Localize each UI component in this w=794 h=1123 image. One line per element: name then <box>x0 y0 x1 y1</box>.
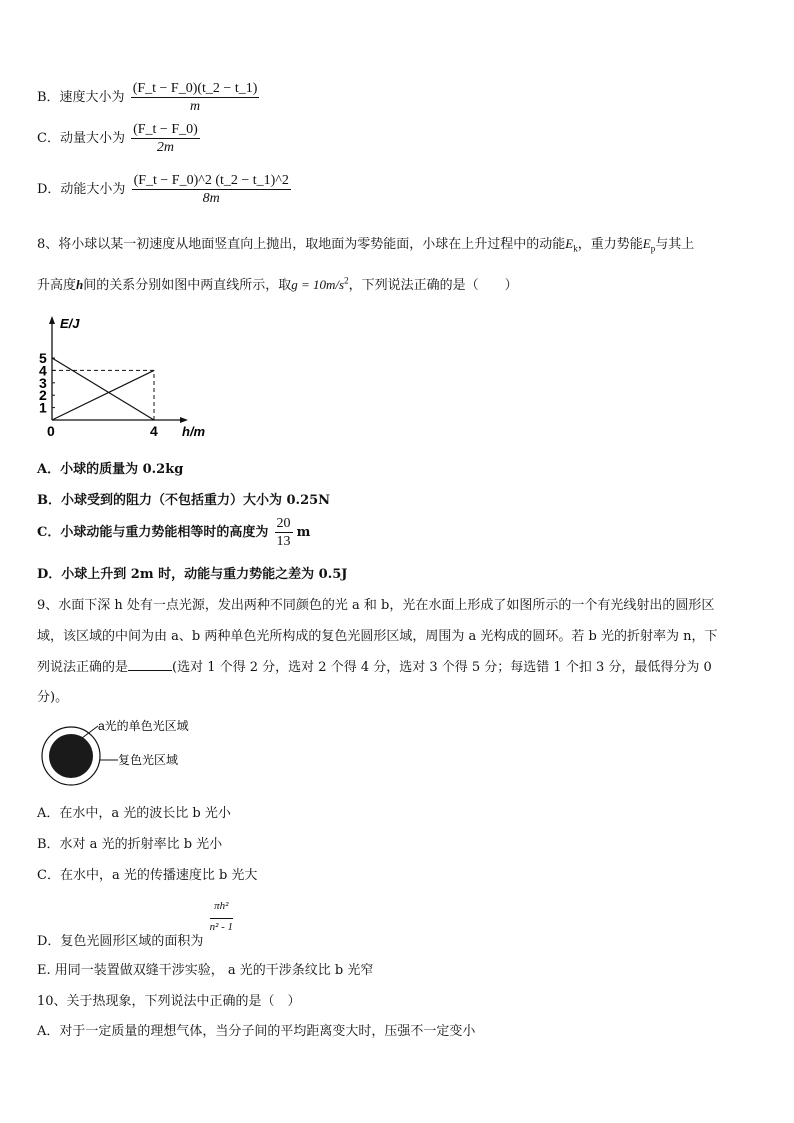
q8-option-c-label: C．小球动能与重力势能相等时的高度为 <box>37 525 269 540</box>
q8-option-c-denominator: 13 <box>276 534 291 549</box>
y-tick-label: 1 <box>39 399 47 416</box>
series-line-1 <box>52 358 154 420</box>
q8-option-c-numerator: 20 <box>276 516 291 531</box>
q8-option-a: A．小球的质量为 0.2kg <box>37 462 184 477</box>
q10-option-a: A．对于一定质量的理想气体，当分子间的平均距离变大时，压强不一定变小 <box>37 1024 476 1039</box>
q8-stem-line1 <box>37 233 694 254</box>
x-tick-label: 0 <box>47 423 55 439</box>
x-axis-arrow <box>180 417 188 423</box>
q10-stem: 10、关于热现象，下列说法中正确的是（ ） <box>37 994 301 1009</box>
y-tick-label: 4 <box>39 362 47 379</box>
q7-option-d <box>37 172 291 207</box>
q9-answer-blank[interactable] <box>128 670 172 671</box>
q8-g-expression: g = 10m/s <box>291 277 345 292</box>
q9-stem-line2: 域，该区域的中间为由 a、b 两种单色光所构成的复色光圆形区域，周围为 a 光构成的圆环。若 b 光的折射率为 n，下 <box>37 629 718 644</box>
q8-stem-line2 <box>37 274 518 293</box>
ring-label: a光的单色光区域 <box>98 719 189 733</box>
q8-option-d: D．小球上升到 2m 时，动能与重力势能之差为 0.5J <box>37 567 348 582</box>
q8-ek-subscript: k <box>573 243 578 254</box>
y-axis-label: E/J <box>60 316 80 331</box>
compound-light-disk <box>49 734 93 778</box>
q8-option-c-fraction <box>275 515 293 550</box>
q8-option-c <box>37 515 310 550</box>
q9-stem-line3-a: 列说法正确的是 <box>37 660 129 675</box>
q9-option-d-label: D．复色光圆形区域的面积为 <box>37 934 204 949</box>
q8-ek-symbol: E <box>565 236 574 251</box>
q8-ep-symbol: E <box>642 236 651 251</box>
q7-option-c-numerator: (F_t − F_0) <box>133 122 198 137</box>
x-axis-label: h/m <box>182 424 206 439</box>
q8-option-b: B．小球受到的阻力（不包括重力）大小为 0.25N <box>37 493 331 508</box>
center-label: 复色光区域 <box>118 753 179 767</box>
q7-option-d-label: D．动能大小为 <box>37 182 126 197</box>
q8-stem-text-c: 与其上 <box>655 237 695 252</box>
chart-plot-area <box>39 316 206 439</box>
q7-option-b <box>37 80 259 115</box>
q7-option-d-denominator: 8m <box>202 191 220 206</box>
q8-option-c-unit: m <box>296 525 311 540</box>
q9-stem-line3-b: (选对 1 个得 2 分，选对 2 个得 4 分，选对 3 个得 5 分；每选错 1 个扣 3 分，最低得分为 0 <box>172 660 712 675</box>
q7-option-b-numerator: (F_t − F_0)(t_2 − t_1) <box>132 81 258 96</box>
q7-option-c-fraction <box>131 121 200 156</box>
q8-g-superscript: 2 <box>344 275 349 286</box>
q8-stem-text-b: ，重力势能 <box>577 237 643 252</box>
q9-stem-line4: 分)。 <box>37 690 69 705</box>
q7-option-b-denominator: m <box>189 99 201 114</box>
q9-option-d <box>37 894 234 949</box>
q9-option-c: C．在水中，a 光的传播速度比 b 光大 <box>37 868 258 883</box>
q7-option-d-fraction <box>132 172 291 207</box>
q9-stem-line3 <box>37 656 712 675</box>
q8-h-symbol: h <box>76 277 84 292</box>
q9-option-d-fraction <box>210 894 233 935</box>
q7-option-c <box>37 121 200 156</box>
series-line-2 <box>52 370 154 420</box>
q9-option-e: E. 用同一装置做双缝干涉实验， a 光的干涉条纹比 b 光窄 <box>37 963 374 978</box>
q9-option-d-denominator: n² - 1 <box>209 921 234 933</box>
q9-stem-line1: 9、水面下深 h 处有一点光源，发出两种不同颜色的光 a 和 b，光在水面上形成了如图所示的一个有光线射出的圆形区 <box>37 598 715 613</box>
q7-option-c-denominator: 2m <box>156 140 174 155</box>
q9-option-d-numerator: πh² <box>210 894 233 919</box>
q8-stem-text-e: 间的关系分别如图中两直线所示，取 <box>83 278 292 293</box>
q8-ep-subscript: p <box>650 243 656 254</box>
q8-stem-text-d: 升高度 <box>37 278 77 293</box>
q9-option-a: A．在水中，a 光的波长比 b 光小 <box>37 806 231 821</box>
q8-stem-text-f: ，下列说法正确的是（ ） <box>348 278 518 293</box>
q9-light-circle-figure <box>38 716 218 790</box>
y-axis-arrow <box>49 316 55 324</box>
q7-option-b-label: B．速度大小为 <box>37 90 125 105</box>
q7-option-c-label: C．动量大小为 <box>37 131 125 146</box>
x-tick-label: 4 <box>150 423 158 439</box>
q7-option-b-fraction <box>131 80 260 115</box>
q8-energy-chart <box>30 310 230 445</box>
y-tick-label: 2 <box>39 387 47 404</box>
q9-option-b: B．水对 a 光的折射率比 b 光小 <box>37 837 223 852</box>
y-tick-label: 5 <box>39 350 47 366</box>
q8-stem-text-a: 8、将小球以某一初速度从地面竖直向上抛出，取地面为零势能面，小球在上升过程中的动能 <box>37 237 566 252</box>
y-tick-label: 3 <box>39 374 47 391</box>
q7-option-d-numerator: (F_t − F_0)^2 (t_2 − t_1)^2 <box>133 173 289 188</box>
